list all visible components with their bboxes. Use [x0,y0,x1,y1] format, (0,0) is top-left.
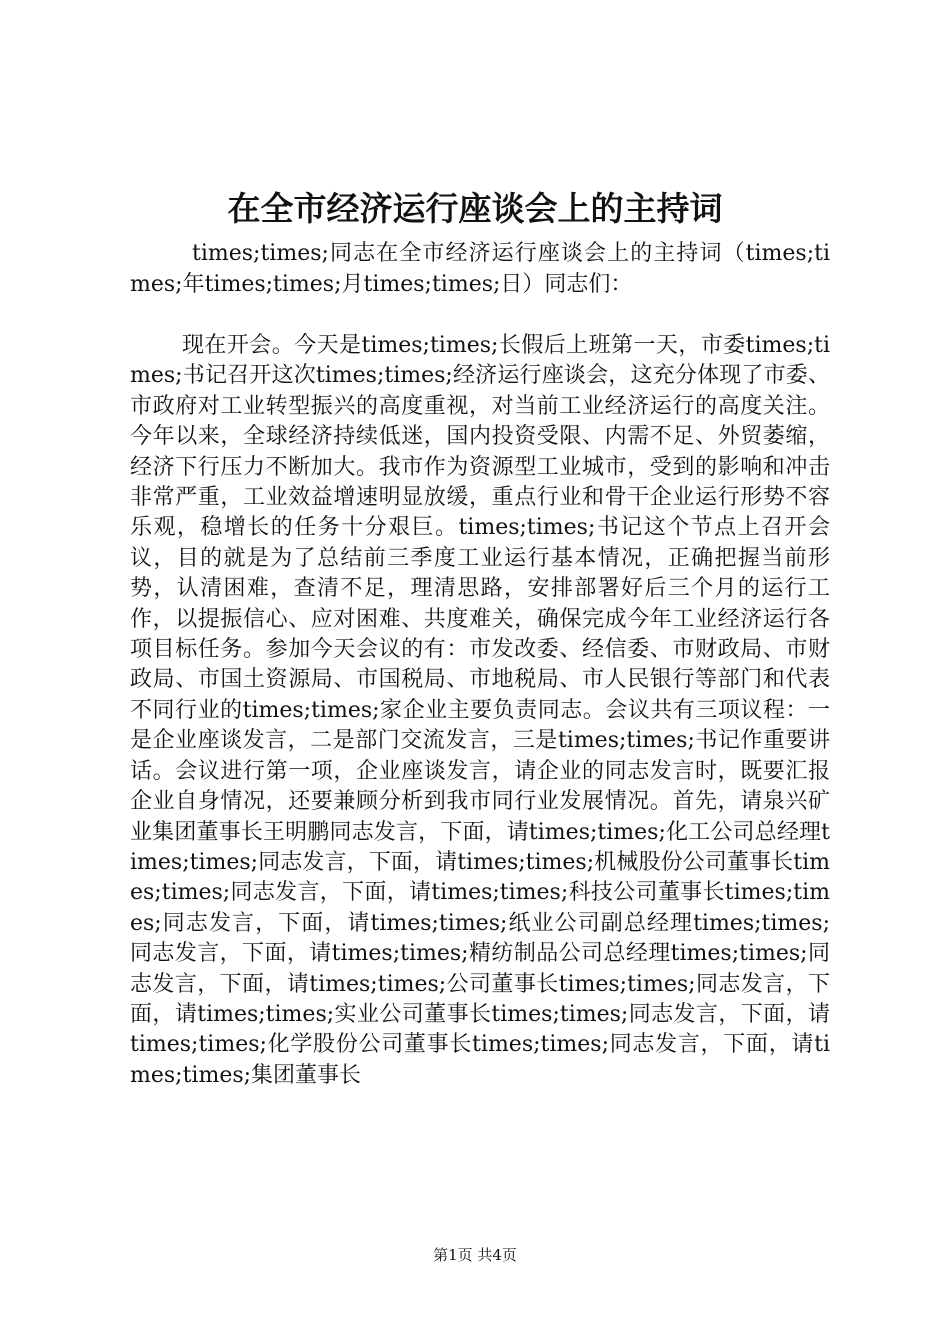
document-subtitle: times;times;同志在全市经济运行座谈会上的主持词（times;times;年times;times;月times;times;日）同志们： [130,241,830,297]
document-title: 在全市经济运行座谈会上的主持词 [227,189,723,228]
document-body: 现在开会。今天是times;times;长假后上班第一天，市委times;times;书记召开这次times;times;经济运行座谈会，这充分体现了市委、市政府对工业转型振兴的高度重视，对当前工业经济运行的高度关注。今年以来，全球经济持续低迷，国内投资受限、内需不足、外贸萎缩，经济下行压力不断加大。我市作为资源型工业城市，受到的影响和冲击非常严重，工业效益增速明显放缓，重点行业和骨干企业运行形势不容乐观，稳增长的任务十分艰巨。times;times;书记这个节点上召开会议，目的就是为了总结前三季度工业运行基本情况，正确把握当前形势，认清困难，查清不足，理清思路，安排部署好后三个月的运行工作，以提振信心、应对困难、共度难关，确保完成今年工业经济运行各项目标任务。参加今天会议的有：市发改委、经信委、市财政局、市财政局、市国土资源局、市国税局、市地税局、市人民银行等部门和代表不同行业的times;times;家企业主要负责同志。会议共有三项议程：一是企业座谈发言，二是部门交流发言，三是times;times;书记作重要讲话。会议进行第一项，企业座谈发言，请企业的同志发言时，既要汇报企业自身情况，还要兼顾分析到我市同行业发展情况。首先，请泉兴矿业集团董事长王明鹏同志发言，下面，请times;times;化工公司总经理times;times;同志发言，下面，请times;times;机械股份公司董事长times;times;同志发言，下面，请times;times;科技公司董事长times;times;同志发言，下面，请times;times;纸业公司副总经理times;times;同志发言，下面，请times;times;精纺制品公司总经理times;times;同志发言，下面，请times;times;公司董事长times;times;同志发言，下面，请times;times;实业公司董事长times;times;同志发言，下面，请times;times;化学股份公司董事长times;times;同志发言，下面，请times;times;集团董事长 [130,333,830,1088]
page-footer: 第1页 共4页 [433,1246,517,1264]
